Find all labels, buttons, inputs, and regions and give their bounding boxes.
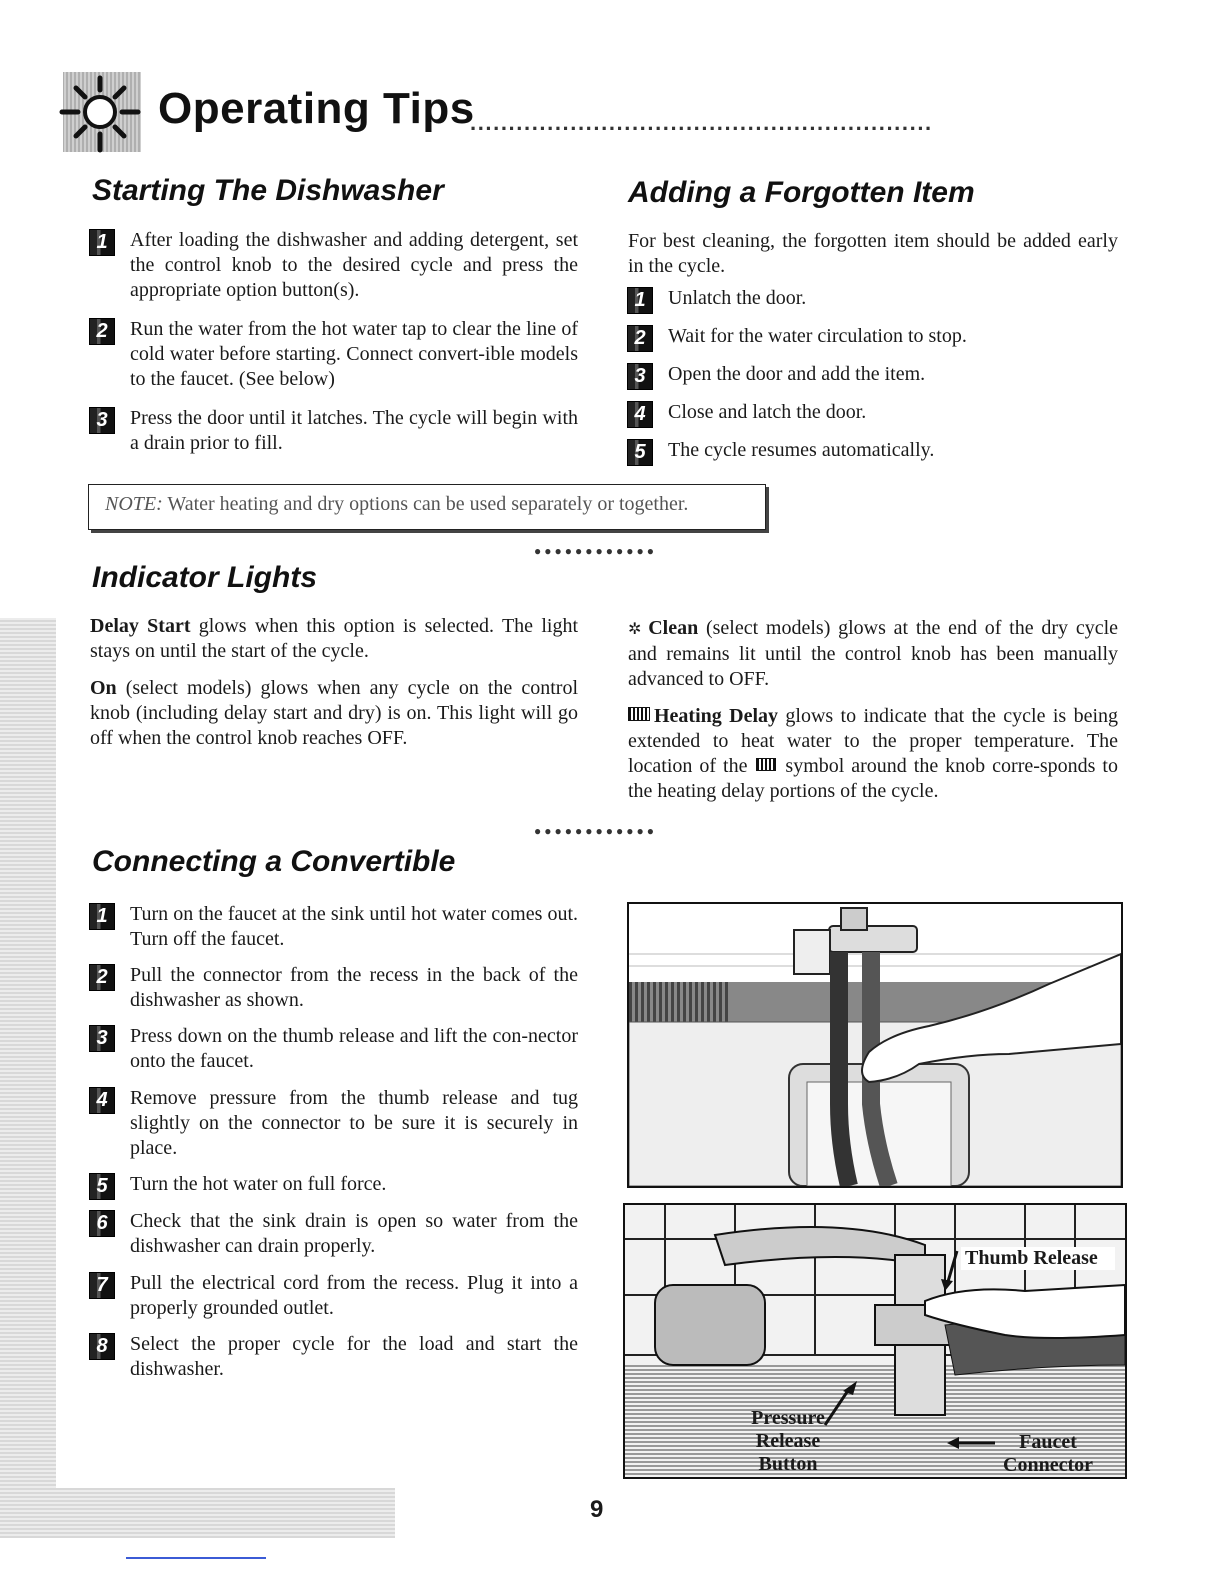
step-number-badge: 6 <box>89 1210 115 1237</box>
page-title: Operating Tips <box>158 84 475 133</box>
step-text: After loading the dishwasher and adding detergent, set the control knob to the desired cycle and press the appropriate option button(s). <box>130 229 578 301</box>
step-text: Open the door and add the item. <box>668 363 926 385</box>
starting-step-2 <box>89 317 579 397</box>
step-text: Remove pressure from the thumb release and tug slightly on the connector to be sure it is securely in place. <box>130 1087 578 1159</box>
step-text: Run the water from the hot water tap to clear the line of cold water before starting. Connect convert-ible models to the faucet. (See below) <box>130 318 578 390</box>
step-number-badge: 5 <box>89 1173 115 1200</box>
margin-shade <box>0 618 56 1518</box>
page-number: 9 <box>590 1496 604 1523</box>
step-text: Wait for the water circulation to stop. <box>668 325 967 347</box>
heating-symbol-icon <box>628 707 650 721</box>
step-text: Close and latch the door. <box>668 401 867 423</box>
step-text: Unlatch the door. <box>668 287 807 309</box>
convertible-step-3 <box>89 1024 579 1078</box>
step-text: Press down on the thumb release and lift the con-nector onto the faucet. <box>130 1025 578 1072</box>
clean-text: (select models) glows at the end of the dry cycle and remains lit until the control knob has been manually advanced to OFF. <box>628 617 1119 690</box>
step-number-badge: 1 <box>89 903 115 930</box>
faucet-connection-illustration <box>627 902 1123 1188</box>
step-number-badge: 3 <box>89 407 115 434</box>
convertible-step-7 <box>89 1271 579 1325</box>
heating-text-2: symbol around the knob corre-sponds to the heating delay portions of the cycle. <box>628 755 1118 802</box>
section-separator: ●●●●●●●●●●●● <box>534 824 657 838</box>
convertible-step-4 <box>89 1086 579 1166</box>
convertible-step-1 <box>89 902 579 956</box>
starting-step-1 <box>89 228 579 308</box>
step-number-badge: 3 <box>627 363 653 390</box>
heating-delay-paragraph <box>628 704 1118 804</box>
step-number-badge: 4 <box>89 1087 115 1114</box>
starting-step-3 <box>89 406 579 462</box>
forgotten-intro: For best cleaning, the forgotten item should be added early in the cycle. <box>628 230 1118 277</box>
heating-text-1: glows to indicate that the cycle is being extended to heat water to the proper temperature. The location of the <box>628 705 1119 777</box>
step-text: Turn the hot water on full force. <box>130 1173 387 1195</box>
step-number-badge: 8 <box>89 1333 115 1360</box>
faucet-illustration-drawing <box>629 904 1121 1186</box>
delay-start-text: glows when this option is selected. The light stays on until the start of the cycle. <box>90 615 578 662</box>
heating-symbol-inline-icon <box>756 758 776 771</box>
note-body: Water heating and dry options can be used separately or together. <box>162 493 689 515</box>
step-number-badge: 5 <box>627 439 653 466</box>
step-text: The cycle resumes automatically. <box>668 439 935 461</box>
sun-icon <box>58 70 148 156</box>
title-leader-dots: ............................................................ <box>470 110 933 135</box>
step-number-badge: 2 <box>89 318 115 345</box>
pressure-release-label: Pressure Release Button <box>751 1407 825 1475</box>
clean-label: Clean <box>648 617 699 639</box>
section-heading-forgotten: Adding a Forgotten Item <box>628 176 975 209</box>
page-header <box>58 70 1128 160</box>
step-number-badge: 2 <box>89 964 115 991</box>
heating-delay-label: Heating Delay <box>654 705 779 727</box>
note-label: NOTE: <box>105 493 163 515</box>
step-number-badge: 3 <box>89 1025 115 1052</box>
note-text <box>105 493 688 516</box>
on-label: On <box>90 677 117 699</box>
on-text: (select models) glows when any cycle on the control knob (including delay start and dry) is on. This light will go off when the control knob reaches OFF. <box>90 677 578 749</box>
step-text: Check that the sink drain is open so water from the dishwasher can drain properly. <box>130 1210 578 1257</box>
footer-rule <box>126 1557 266 1559</box>
section-separator: ●●●●●●●●●●●● <box>534 544 657 558</box>
faucet-connector-label: Faucet Connector <box>1003 1431 1093 1476</box>
step-text: Pull the electrical cord from the recess. Plug it into a properly grounded outlet. <box>130 1272 578 1319</box>
clean-paragraph <box>628 616 1118 692</box>
step-number-badge: 4 <box>627 401 653 428</box>
convertible-step-2 <box>89 963 579 1017</box>
convertible-step-8 <box>89 1332 579 1386</box>
section-heading-convertible: Connecting a Convertible <box>92 845 456 878</box>
on-paragraph <box>90 676 578 751</box>
step-text: Select the proper cycle for the load and start the dishwasher. <box>130 1333 578 1380</box>
section-heading-indicator: Indicator Lights <box>92 561 317 594</box>
section-heading-starting: Starting The Dishwasher <box>92 174 444 207</box>
convertible-step-5 <box>89 1172 579 1202</box>
step-number-badge: 7 <box>89 1272 115 1299</box>
step-number-badge: 1 <box>89 229 115 256</box>
forgotten-step-4 <box>627 400 1117 430</box>
delay-start-paragraph <box>90 614 578 664</box>
step-text: Press the door until it latches. The cycle will begin with a drain prior to fill. <box>130 407 578 454</box>
note-box <box>88 484 766 530</box>
forgotten-step-3 <box>627 362 1117 392</box>
forgotten-step-2 <box>627 324 1117 354</box>
step-number-badge: 1 <box>627 287 653 314</box>
sparkle-icon: ✲ <box>628 621 649 638</box>
step-number-badge: 2 <box>627 325 653 352</box>
delay-start-label: Delay Start <box>90 615 191 637</box>
footer-shade <box>0 1488 395 1538</box>
step-text: Turn on the faucet at the sink until hot water comes out. Turn off the faucet. <box>130 903 578 950</box>
thumb-release-illustration <box>623 1203 1127 1479</box>
step-text: Pull the connector from the recess in the back of the dishwasher as shown. <box>130 964 578 1011</box>
forgotten-step-5 <box>627 438 1117 468</box>
convertible-step-6 <box>89 1209 579 1263</box>
thumb-release-label: Thumb Release <box>961 1247 1115 1270</box>
forgotten-step-1 <box>627 286 1117 316</box>
